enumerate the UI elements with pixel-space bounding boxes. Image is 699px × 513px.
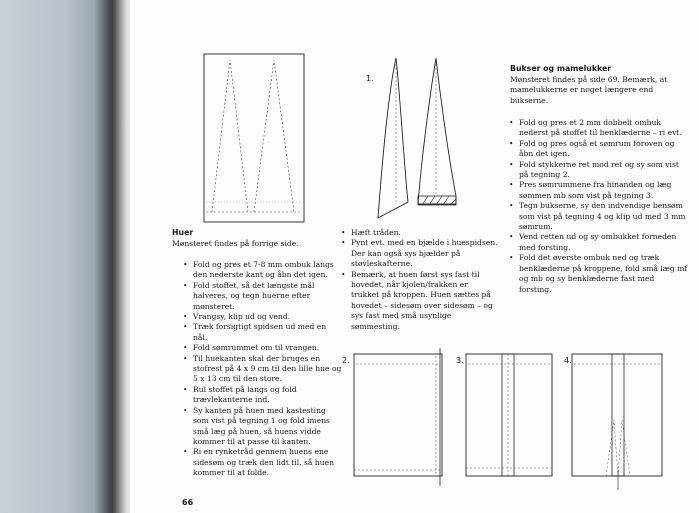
list-item: • Fold sømrummet om til vrangen. [182, 343, 342, 353]
hats-intro: Mønsteret findes på forrige side. [172, 239, 299, 248]
trousers-steps-list [508, 118, 688, 295]
list-item: • Sy kanten på huen med kastesting som vist på tegning 1 og fold imens små læg på huen, så huens vidde kommer til at passe til kanten. [182, 406, 342, 448]
figure-1-hat-tip [374, 54, 466, 224]
page-gutter [112, 0, 132, 513]
figure-2-trouser-fold [352, 346, 452, 488]
list-item: • Pres sømrummene fra hinanden og læg sømmen mb som vist på tegning 3. [508, 180, 688, 201]
hats-steps-list [182, 260, 342, 479]
section-heading-hats: Huer [172, 228, 194, 237]
list-item: • Fold og pres et 2 mm dobbelt ombuk nederst på stoffet til benklæderne – ri evt. [508, 118, 688, 139]
page-number: 66 [182, 498, 194, 507]
list-item: • Bemærk, at huen først sys fast til hovedet, når kjolen/frakken er trukket på kroppen. Huen sættes på hovedet – sidesøm over sidesøm – og sys fast med små usynlige sømmesting. [340, 270, 498, 332]
figure-2-label: 2. [342, 356, 350, 365]
figure-1-label: 1. [366, 74, 374, 83]
book-page [130, 0, 699, 513]
figure-4-inner-leg-seam [570, 350, 670, 492]
list-item: • Træk forsigtigt spidsen ud med en nål. [182, 322, 342, 343]
trousers-intro: Mønsteret findes på side 69. Bemærk, at mamelukkerne er noget længere end bukserne. [510, 75, 668, 105]
book-spine-shadow [0, 0, 118, 513]
list-item: • Rul stoffet på langs og fold trævlekanterne ind. [182, 385, 342, 406]
list-item: • Vend retten ud og sy ombukket forneden med forsting. [508, 232, 688, 253]
list-item: • Fold og pres et 7-8 mm ombuk langs den nederste kant og åbn det igen. [182, 260, 342, 281]
figure-3-label: 3. [456, 356, 464, 365]
hat-pattern-figure [202, 52, 306, 224]
list-item: • Pynt evt. med en bjælde i huespidsen. Der kan også sys bjælder på støvleskafterne. [340, 238, 498, 269]
list-item: • Tegn bukserne, sy den indvendige bensøm som vist på tegning 4 og klip ud med 3 mm sømrum. [508, 201, 688, 232]
list-item: • Fold stykkerne ret mod ret og sy som vist på tegning 2. [508, 160, 688, 181]
middle-steps-list [340, 228, 498, 332]
list-item: • Fold det øverste ombuk ned og træk benklæderne på kroppene, fold små læg mf og mb og sy benklæderne fast med forsting. [508, 253, 688, 295]
list-item: • Vrangsy, klip ud og vend. [182, 312, 342, 322]
list-item: • Hæft tråden. [340, 228, 498, 238]
list-item: • Til huekanten skal der bruges en stofrest på 4 x 9 cm til den lille hue og 5 x 13 cm til den store. [182, 354, 342, 385]
list-item: • Ri en rynketråd gennem huens ene sidesøm og træk den lidt til, så huen kommer til at folde. [182, 447, 342, 478]
list-item: • Fold og pres også et sømrum foroven og åbn det igen. [508, 139, 688, 160]
figure-3-seam-pressed [464, 350, 556, 480]
list-item: • Fold stoffet, så det længste mål halveres, og tegn huerne efter mønsteret. [182, 281, 342, 312]
section-heading-trousers: Bukser og mamelukker [510, 64, 612, 73]
figure-4-label: 4. [564, 356, 572, 365]
